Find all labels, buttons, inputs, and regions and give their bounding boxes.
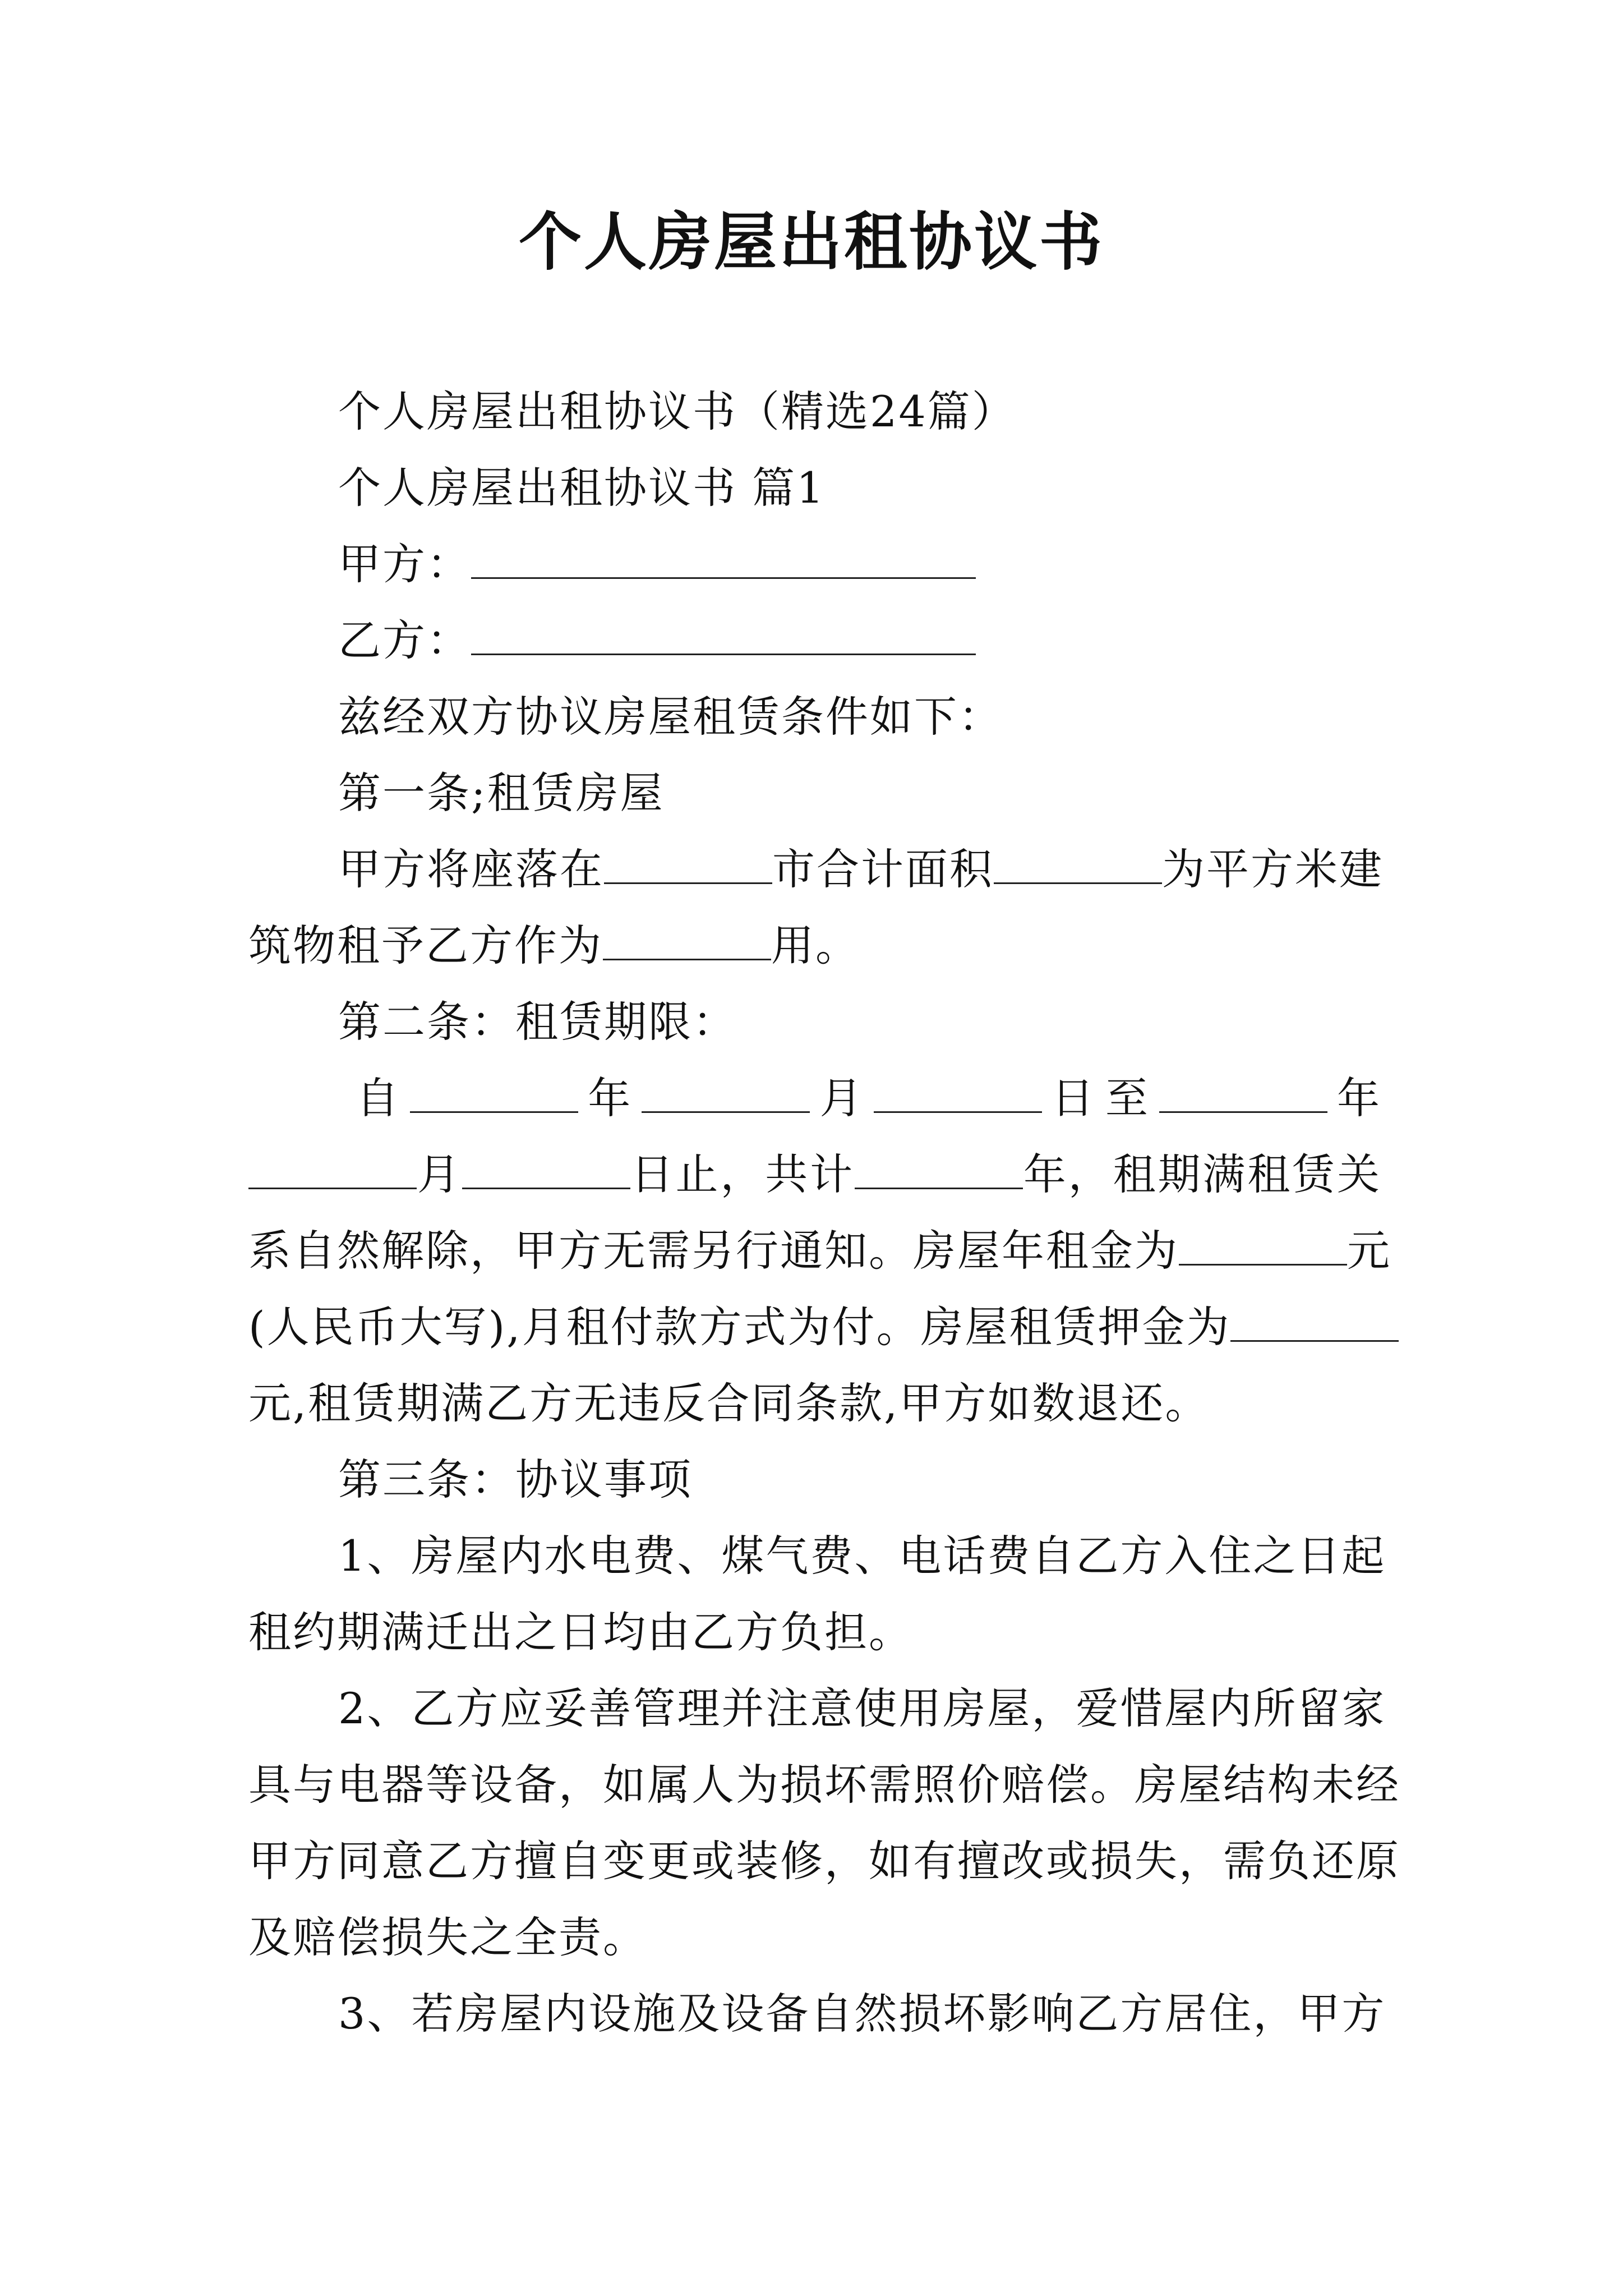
item-2-line-3: 甲方同意乙方擅自变更或装修，如有擅改或损失，需负还原 (248, 1836, 1400, 1886)
text-span: 用。 (771, 921, 860, 970)
article-2-title: 第二条：租赁期限： (338, 997, 737, 1047)
article-1-title: 第一条;租赁房屋 (338, 768, 665, 818)
text-span: 年 (1327, 1073, 1382, 1123)
text-span: 元 (1347, 1226, 1391, 1276)
text-span: 甲方将座落在 (338, 844, 604, 894)
party-a-line (338, 536, 1381, 592)
end-year-blank (1159, 1072, 1327, 1113)
text-span: 年 (578, 1073, 642, 1123)
end-month-blank (248, 1148, 417, 1189)
item-1-line-2: 租约期满迁出之日均由乙方负担。 (248, 1607, 913, 1657)
party-a-label: 甲方： (338, 539, 471, 589)
text-span: (人民币大写),月租付款方式为付。房屋租赁押金为 (248, 1302, 1231, 1352)
text-span: 自 (356, 1073, 411, 1123)
document-title: 个人房屋出租协议书 (519, 205, 1104, 279)
item-2-line-4: 及赔偿损失之全责。 (248, 1912, 647, 1962)
party-b-label: 乙方： (338, 615, 471, 665)
total-years-blank (855, 1148, 1023, 1189)
item-2-line-1: 2、乙方应妥善管理并注意使用房屋，爱惜屋内所留家 (338, 1683, 1386, 1733)
intro-text: 兹经双方协议房屋租赁条件如下： (338, 692, 1003, 742)
start-day-blank (874, 1072, 1042, 1113)
text-span: 市合计面积 (772, 844, 994, 894)
item-3-line-1: 3、若房屋内设施及设备自然损坏影响乙方居住，甲方 (338, 1989, 1386, 2039)
text-span: 系自然解除，甲方无需另行通知。房屋年租金为 (248, 1226, 1179, 1276)
text-span: 月 (810, 1073, 874, 1123)
article-3-title: 第三条：协议事项 (338, 1455, 693, 1504)
text-span: 年，租期满租赁关 (1023, 1149, 1381, 1199)
article-2-line-4 (248, 1299, 1381, 1355)
item-2-line-2: 具与电器等设备，如属人为损坏需照价赔偿。房屋结构未经 (248, 1760, 1400, 1810)
start-year-blank (410, 1072, 578, 1113)
text-span: 为平方米建 (1162, 844, 1384, 894)
text-span: 月 (417, 1149, 462, 1199)
article-2-line-5: 元,租赁期满乙方无违反合同条款,甲方如数退还。 (248, 1378, 1210, 1428)
text-span: 日至 (1041, 1073, 1159, 1123)
annual-rent-blank (1179, 1225, 1347, 1266)
party-b-blank (471, 614, 976, 655)
party-a-blank (471, 538, 976, 579)
end-day-blank (462, 1148, 630, 1189)
article-2-line-2 (248, 1147, 1381, 1203)
article-1-line-2 (248, 918, 1381, 974)
text-span: 日止，共计 (630, 1149, 855, 1199)
article-1-line-1 (338, 841, 1384, 898)
deposit-blank (1230, 1301, 1399, 1342)
article-2-line-3 (248, 1223, 1391, 1279)
city-blank (604, 843, 772, 884)
section-heading: 个人房屋出租协议书 篇1 (338, 463, 826, 513)
subtitle: 个人房屋出租协议书（精选24篇） (338, 386, 1016, 436)
party-b-line (338, 613, 1381, 669)
start-month-blank (642, 1072, 810, 1113)
area-blank (994, 843, 1162, 884)
item-1-line-1: 1、房屋内水电费、煤气费、电话费自乙方入住之日起 (338, 1531, 1386, 1581)
article-2-line-1 (356, 1070, 1381, 1126)
purpose-blank (603, 919, 771, 960)
text-span: 筑物租予乙方作为 (248, 921, 603, 970)
